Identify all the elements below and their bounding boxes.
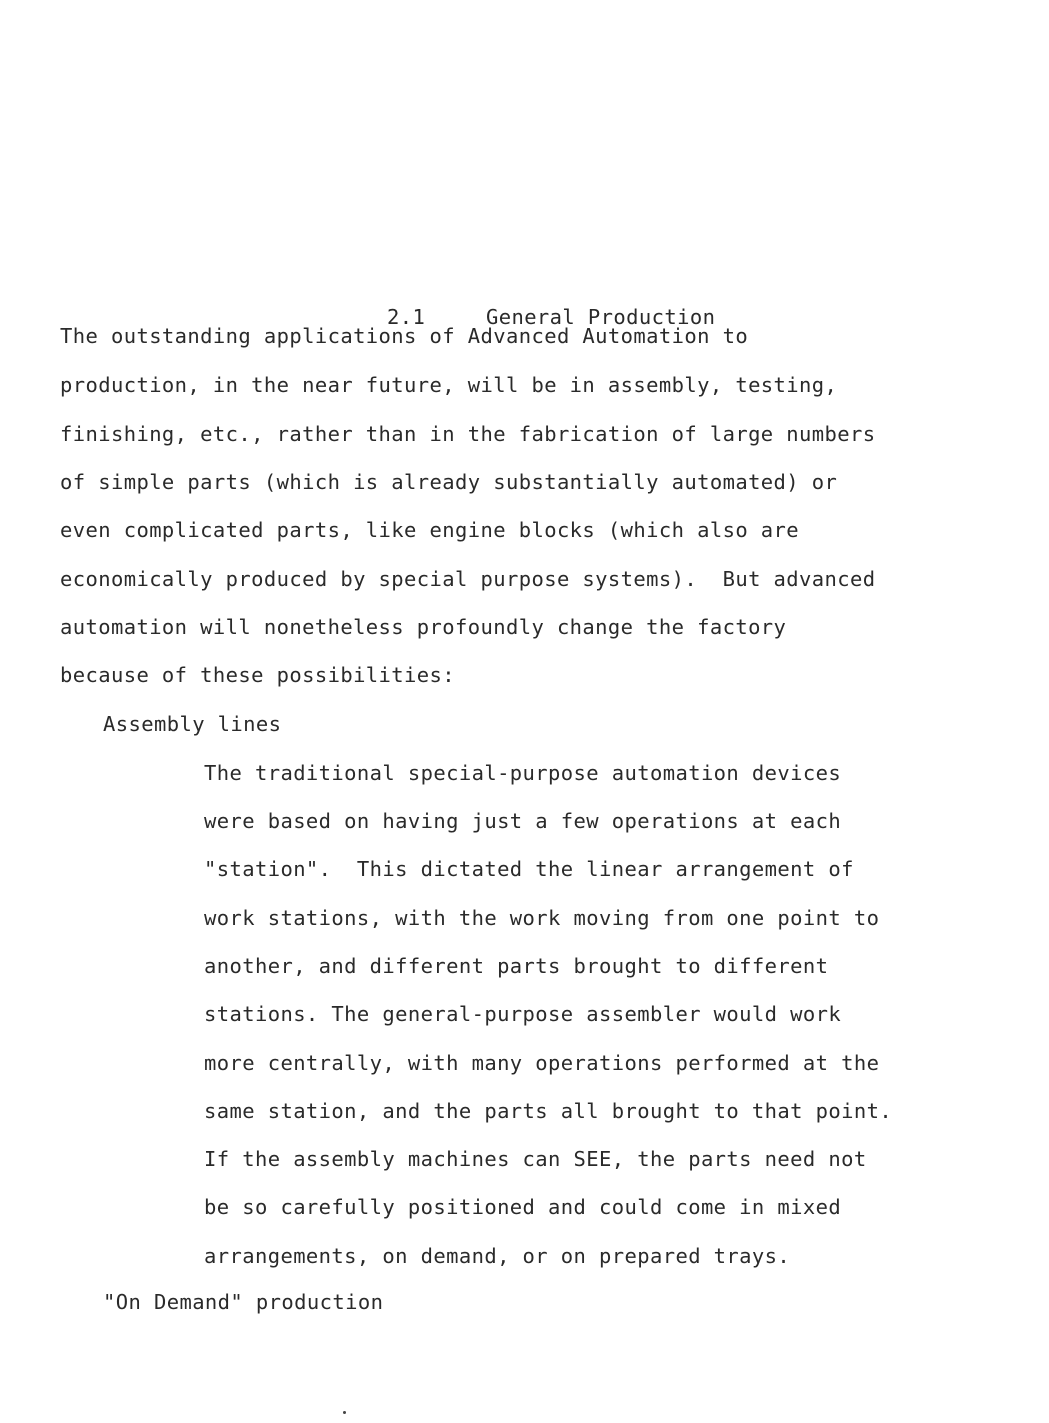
text-line: The outstanding applications of Advanced Automation to [60,324,749,348]
scan-speck [343,1411,346,1414]
text-line: be so carefully positioned and could come in mixed [204,1195,842,1219]
section-number: 2.1 [386,305,426,329]
text-line: more centrally, with many operations performed at the [204,1051,880,1075]
assembly-lines-heading: Assembly lines [103,712,282,736]
text-line: of simple parts (which is already substantially automated) or [60,470,838,494]
text-line: automation will nonetheless profoundly change the factory [60,615,787,639]
text-line: stations. The general-purpose assembler would work [204,1002,842,1026]
section-title: General Production [485,305,716,329]
text-line: work stations, with the work moving from one point to [204,906,880,930]
text-line: finishing, etc., rather than in the fabrication of large numbers [60,422,876,446]
text-line: The traditional special-purpose automation devices [204,761,842,785]
text-line: "station". This dictated the linear arrangement of [204,857,854,881]
text-line: If the assembly machines can SEE, the parts need not [204,1147,867,1171]
text-line: because of these possibilities: [60,663,456,687]
text-line: arrangements, on demand, or on prepared trays. [204,1244,791,1268]
on-demand-heading: "On Demand" production [103,1290,384,1314]
text-line: even complicated parts, like engine blocks (which also are [60,518,800,542]
text-line: another, and different parts brought to different [204,954,829,978]
text-line: were based on having just a few operations at each [204,809,842,833]
text-line: production, in the near future, will be in assembly, testing, [60,373,838,397]
text-line: same station, and the parts all brought to that point. [204,1099,893,1123]
text-line: economically produced by special purpose systems). But advanced [60,567,876,591]
